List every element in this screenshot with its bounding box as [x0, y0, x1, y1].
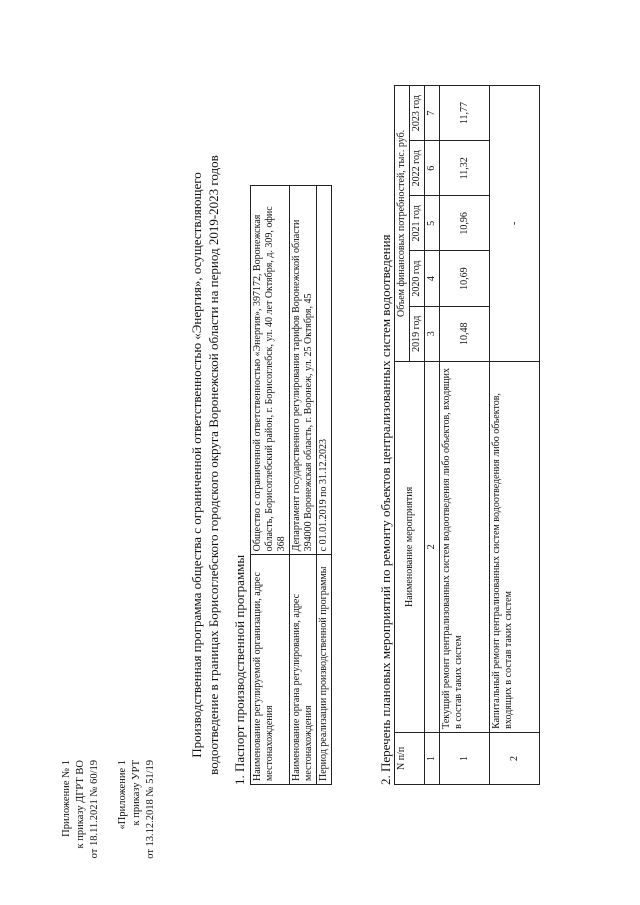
row-number: 2	[490, 732, 540, 784]
table-index-row	[425, 86, 440, 785]
year-header: 2019 год	[410, 306, 425, 361]
index-cell: 7	[425, 86, 440, 141]
value-cell: 10,69	[440, 251, 490, 306]
passport-label: Наименование органа регулирования, адрес местонахождения	[290, 555, 317, 785]
appendix-2-line2: к приказу УРТ	[131, 760, 142, 826]
table-header-row	[395, 86, 410, 785]
value-cell: 11,77	[440, 86, 490, 141]
col-number-header: N п/п	[395, 732, 425, 784]
table-row	[440, 86, 490, 785]
table-row	[251, 186, 290, 785]
year-header: 2021 год	[410, 196, 425, 251]
appendix-2-line3: от 13.12.2018 № 51/19	[145, 760, 156, 859]
row-number: 1	[440, 732, 490, 784]
value-cell: 10,96	[440, 196, 490, 251]
passport-value: Общество с ограниченной ответственностью «Энергия», 397172, Воронежская область, Борисоглебский район, г. Борисоглебск, ул. 40 лет Октября, д. 309, офис 368	[251, 186, 290, 555]
year-header: 2023 год	[410, 86, 425, 141]
table-row	[490, 86, 540, 785]
year-header: 2022 год	[410, 141, 425, 196]
index-cell: 5	[425, 196, 440, 251]
appendix-1-line3: от 18.11.2021 № 60/19	[89, 760, 100, 859]
row-name: Капитальный ремонт централизованных систем водоотведения либо объектов, входящих в состав таких систем	[490, 361, 540, 732]
year-header: 2020 год	[410, 251, 425, 306]
appendix-1-line1: Приложение № 1	[61, 760, 72, 837]
section2-heading: 2. Перечень плановых мероприятий по ремонту объектов централизованных систем водоотведения	[378, 234, 393, 785]
appendix-1-line2: к приказу ДГРТ ВО	[75, 760, 86, 849]
title-line1: Производственная программа общества с ограниченной ответственностью «Энергия», осуществляющего	[189, 172, 204, 758]
index-cell: 1	[425, 732, 440, 784]
section1-heading: 1. Паспорт производственной программы	[232, 554, 247, 785]
title-line2: водоотведение в границах Борисоглебского городского округа Воронежской области на период 2019-2023 годов	[206, 155, 221, 775]
index-cell: 2	[425, 361, 440, 732]
value-cell: 10,48	[440, 306, 490, 361]
col-name-header: Наименование мероприятия	[395, 361, 425, 732]
repair-table	[394, 85, 540, 785]
row-name: Текущий ремонт централизованных систем водоотведения либо объектов, входящих в состав таких систем	[440, 361, 490, 732]
index-cell: 6	[425, 141, 440, 196]
passport-table	[250, 185, 332, 785]
index-cell: 4	[425, 251, 440, 306]
passport-value: с 01.01.2019 по 31.12.2023	[317, 186, 332, 555]
table-row	[290, 186, 317, 785]
passport-label: Наименование регулируемой организации, адрес местонахождения	[251, 555, 290, 785]
index-cell: 3	[425, 306, 440, 361]
value-dash-cell: -	[490, 86, 540, 362]
table-row	[317, 186, 332, 785]
document-title	[188, 135, 222, 795]
passport-value: Департамент государственного регулирования тарифов Воронежской области 394000 Воронежская область, г. Воронеж, ул. 25 Октября, 45	[290, 186, 317, 555]
passport-label: Период реализации производственной программы	[317, 555, 332, 785]
value-cell: 11,32	[440, 141, 490, 196]
col-fin-header: Объем финансовых потребностей, тыс. руб.	[395, 86, 410, 362]
appendix-2-note	[116, 760, 158, 859]
appendix-1-note	[60, 760, 102, 858]
appendix-2-line1: «Приложение 1	[117, 760, 128, 830]
